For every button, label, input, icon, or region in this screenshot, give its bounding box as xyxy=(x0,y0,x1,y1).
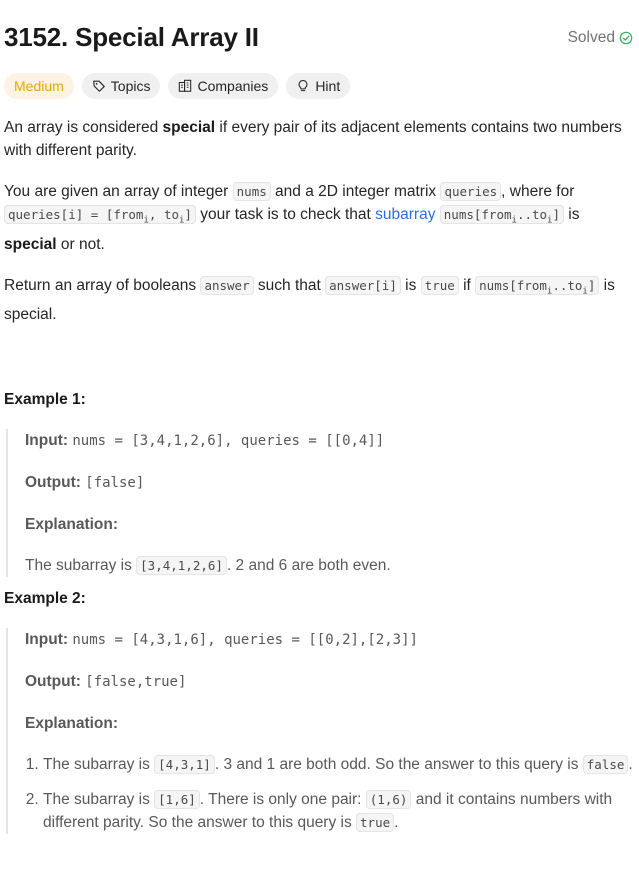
inline-code: answer xyxy=(200,276,253,295)
hint-button[interactable] xyxy=(286,73,350,99)
lightbulb-icon xyxy=(296,79,310,93)
subscript: i xyxy=(143,215,149,226)
subscript: i xyxy=(511,215,517,226)
text: . xyxy=(628,756,633,773)
inline-code: queries xyxy=(440,182,501,201)
inline-code: (1,6) xyxy=(366,790,412,809)
example-explanation-label xyxy=(25,712,633,735)
inline-code: true xyxy=(356,813,394,832)
text: You are given an array of integer xyxy=(4,183,233,200)
code-part: , to xyxy=(148,207,179,222)
inline-code: [4,3,1] xyxy=(154,755,215,774)
text: An array is considered xyxy=(4,119,163,136)
solved-label: Solved xyxy=(567,29,615,46)
solved-status[interactable] xyxy=(568,29,633,47)
code-part: nums[from xyxy=(479,277,547,293)
inline-code: [3,4,1,2,6] xyxy=(136,556,227,575)
subscript: i xyxy=(547,215,553,226)
output-value: [false] xyxy=(85,475,145,491)
topics-label: Topics xyxy=(110,78,151,94)
text: is xyxy=(564,206,580,223)
tag-bar xyxy=(4,73,350,99)
text: is special. xyxy=(4,276,615,323)
description-paragraph xyxy=(4,274,633,327)
code-part: ] xyxy=(587,277,596,293)
output-label: Output: xyxy=(25,673,81,690)
code-part: ] xyxy=(184,207,192,222)
text: . 2 and 6 are both even. xyxy=(226,557,391,574)
example-input xyxy=(25,429,633,453)
text: and it contains numbers with different parity. So the answer to this query is xyxy=(43,791,613,831)
text: if xyxy=(458,276,476,294)
title-row xyxy=(4,20,635,56)
text: if every pair of its adjacent elements contains two numbers with different parity. xyxy=(4,119,622,159)
input-label: Input: xyxy=(25,631,69,648)
description-paragraph xyxy=(4,116,633,162)
text: is xyxy=(400,276,421,294)
topics-button[interactable] xyxy=(82,73,161,99)
building-icon xyxy=(178,79,192,93)
text: The subarray is xyxy=(43,756,155,773)
example-1-block xyxy=(6,429,633,577)
hint-label: Hint xyxy=(315,78,341,94)
example-explanation-label xyxy=(25,513,633,536)
inline-code xyxy=(4,205,196,224)
text: . xyxy=(394,814,399,831)
output-label: Output: xyxy=(25,474,81,491)
inline-code: [1,6] xyxy=(154,790,200,809)
tag-icon xyxy=(92,79,106,93)
output-value: [false,true] xyxy=(85,674,187,690)
subscript: i xyxy=(582,286,588,296)
text: or not. xyxy=(56,235,105,253)
companies-button[interactable] xyxy=(168,73,278,99)
text: your task is to check that xyxy=(195,206,376,223)
list-item xyxy=(43,788,633,834)
description-paragraph xyxy=(4,180,633,256)
example-1-title: Example 1: xyxy=(4,391,86,408)
difficulty-badge xyxy=(4,73,74,99)
explanation-label: Explanation: xyxy=(25,715,119,732)
inline-code: nums xyxy=(233,182,271,201)
inline-code xyxy=(440,205,564,224)
text: . There is only one pair: xyxy=(199,791,366,808)
emphasis: special xyxy=(162,119,216,136)
subarray-link[interactable]: subarray xyxy=(375,206,436,223)
subscript: i xyxy=(179,215,185,226)
example-explanation xyxy=(25,554,633,577)
code-part: ..to xyxy=(552,277,583,293)
inline-code xyxy=(475,276,599,295)
example-2-title: Example 2: xyxy=(4,590,86,607)
inline-code: true xyxy=(421,276,459,295)
example-output xyxy=(25,471,633,495)
text: The subarray is xyxy=(25,557,137,574)
input-label: Input: xyxy=(25,432,69,449)
inline-code: false xyxy=(583,755,629,774)
example-input xyxy=(25,628,633,652)
example-2-block xyxy=(6,628,633,834)
emphasis: special xyxy=(4,235,57,253)
text: . 3 and 1 are both odd. So the answer to this query is xyxy=(214,756,583,773)
companies-label: Companies xyxy=(197,78,269,94)
text: Return an array of booleans xyxy=(4,276,201,294)
text: and a 2D integer matrix xyxy=(270,183,441,200)
text: such that xyxy=(253,276,326,294)
code-part: nums[from xyxy=(443,207,512,222)
text: The subarray is xyxy=(43,791,155,808)
difficulty-label: Medium xyxy=(14,78,64,94)
code-part: ..to xyxy=(516,207,548,222)
explanation-list xyxy=(43,753,633,834)
inline-code: answer[i] xyxy=(325,276,401,295)
list-item xyxy=(43,753,633,776)
input-value: nums = [4,3,1,6], queries = [[0,2],[2,3]] xyxy=(72,632,418,648)
code-part: queries[i] = [from xyxy=(8,207,144,222)
check-circle-icon xyxy=(619,31,633,45)
code-part: ] xyxy=(552,207,560,222)
example-output xyxy=(25,670,633,694)
input-value: nums = [3,4,1,2,6], queries = [[0,4]] xyxy=(72,433,385,449)
subscript: i xyxy=(546,286,553,296)
page-title: 3152. Special Array II xyxy=(4,22,259,52)
text: , where for xyxy=(501,183,575,200)
problem-description xyxy=(4,116,633,846)
explanation-label: Explanation: xyxy=(25,516,119,533)
